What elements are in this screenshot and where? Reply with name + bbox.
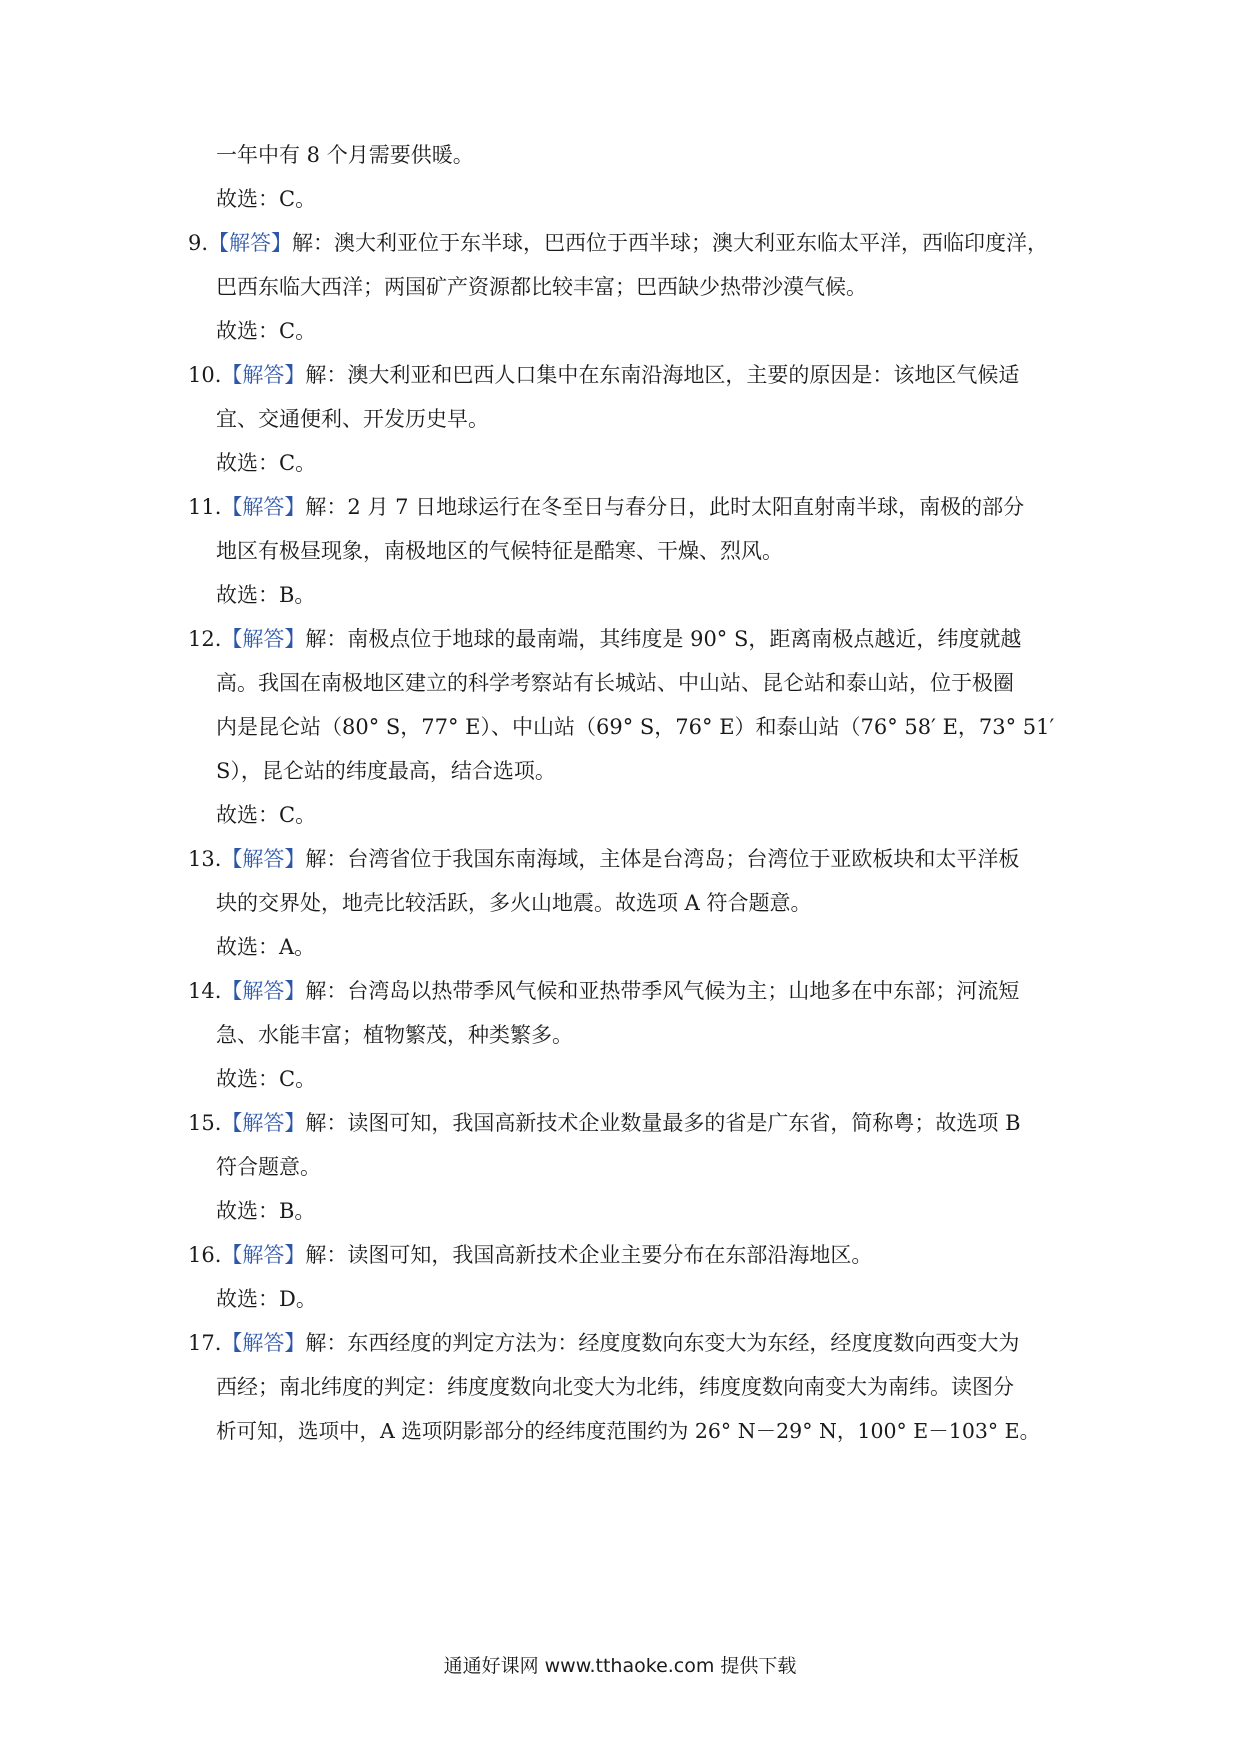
item-10-answer: 故选：C。 xyxy=(216,451,317,475)
item-14-line-2: 急、水能丰富；植物繁茂，种类繁多。 xyxy=(216,1023,573,1047)
item-13-answer: 故选：A。 xyxy=(216,935,316,959)
item-number: 11. xyxy=(188,495,222,519)
item-number: 12. xyxy=(188,627,222,651)
item-11-answer: 故选：B。 xyxy=(216,583,316,607)
item-12-line-2: 高。我国在南极地区建立的科学考察站有长城站、中山站、昆仑站和泰山站，位于极圈 xyxy=(216,671,1014,695)
item-15-line-2: 符合题意。 xyxy=(216,1155,321,1179)
answer-tag: 【解答】 xyxy=(221,847,306,871)
item-text: 解：读图可知，我国高新技术企业数量最多的省是广东省，简称粤；故选项 B xyxy=(305,1111,1021,1135)
item-text: 解：台湾岛以热带季风气候和亚热带季风气候为主；山地多在中东部；河流短 xyxy=(305,979,1020,1003)
item-8-line-1: 一年中有 8 个月需要供暖。 xyxy=(216,143,474,167)
item-12-line-3: 内是昆仑站（80° S，77° E）、中山站（69° S，76° E）和泰山站（76° 58′ E，73° 51′ xyxy=(216,715,1055,739)
item-number: 10. xyxy=(188,363,222,387)
item-15-first-line xyxy=(188,1108,1021,1138)
item-text: 解：南极点位于地球的最南端，其纬度是 90° S，距离南极点越近，纬度就越 xyxy=(305,627,1022,651)
item-13-line-2: 块的交界处，地壳比较活跃，多火山地震。故选项 A 符合题意。 xyxy=(216,891,812,915)
item-number: 14. xyxy=(188,979,222,1003)
item-number: 9. xyxy=(188,231,209,255)
item-10-first-line xyxy=(188,360,1019,390)
item-15-answer: 故选：B。 xyxy=(216,1199,316,1223)
item-number: 16. xyxy=(188,1243,222,1267)
item-12-first-line xyxy=(188,624,1021,654)
answer-tag: 【解答】 xyxy=(221,979,306,1003)
item-17-line-3: 析可知，选项中，A 选项阴影部分的经纬度范围约为 26° N－29° N，100° E－103° E。 xyxy=(216,1419,1041,1443)
item-9-answer: 故选：C。 xyxy=(216,319,317,343)
item-17-first-line xyxy=(188,1328,1019,1358)
answer-tag: 【解答】 xyxy=(221,495,306,519)
item-16-first-line xyxy=(188,1240,872,1270)
item-text: 解：澳大利亚位于东半球，巴西位于西半球；澳大利亚东临太平洋，西临印度洋， xyxy=(292,231,1049,255)
item-text: 解：澳大利亚和巴西人口集中在东南沿海地区，主要的原因是：该地区气候适 xyxy=(305,363,1020,387)
item-text: 解：台湾省位于我国东南海域，主体是台湾岛；台湾位于亚欧板块和太平洋板 xyxy=(305,847,1020,871)
item-9-first-line xyxy=(188,228,1048,258)
item-16-answer: 故选：D。 xyxy=(216,1287,317,1311)
answer-tag: 【解答】 xyxy=(208,231,293,255)
answer-tag: 【解答】 xyxy=(221,1111,306,1135)
item-number: 15. xyxy=(188,1111,222,1135)
item-9-line-2: 巴西东临大西洋；两国矿产资源都比较丰富；巴西缺少热带沙漠气候。 xyxy=(216,275,867,299)
page-footer: 通通好课网 www.tthaoke.com 提供下载 xyxy=(443,1655,797,1677)
item-text: 解：读图可知，我国高新技术企业主要分布在东部沿海地区。 xyxy=(305,1243,873,1267)
item-number: 13. xyxy=(188,847,222,871)
item-11-line-2: 地区有极昼现象，南极地区的气候特征是酷寒、干燥、烈风。 xyxy=(216,539,783,563)
answer-tag: 【解答】 xyxy=(221,363,306,387)
item-10-line-2: 宜、交通便利、开发历史早。 xyxy=(216,407,489,431)
item-number: 17. xyxy=(188,1331,222,1355)
item-12-answer: 故选：C。 xyxy=(216,803,317,827)
item-14-answer: 故选：C。 xyxy=(216,1067,317,1091)
item-13-first-line xyxy=(188,844,1019,874)
answer-tag: 【解答】 xyxy=(221,1243,306,1267)
answer-tag: 【解答】 xyxy=(221,627,306,651)
item-12-line-4: S），昆仑站的纬度最高，结合选项。 xyxy=(216,759,556,783)
item-14-first-line xyxy=(188,976,1019,1006)
item-11-first-line xyxy=(188,492,1024,522)
answer-tag: 【解答】 xyxy=(221,1331,306,1355)
item-text: 解：东西经度的判定方法为：经度度数向东变大为东经，经度度数向西变大为 xyxy=(305,1331,1020,1355)
item-17-line-2: 西经；南北纬度的判定：纬度度数向北变大为北纬，纬度度数向南变大为南纬。读图分 xyxy=(216,1375,1014,1399)
item-8-answer: 故选：C。 xyxy=(216,187,317,211)
item-text: 解：2 月 7 日地球运行在冬至日与春分日，此时太阳直射南半球，南极的部分 xyxy=(305,495,1025,519)
